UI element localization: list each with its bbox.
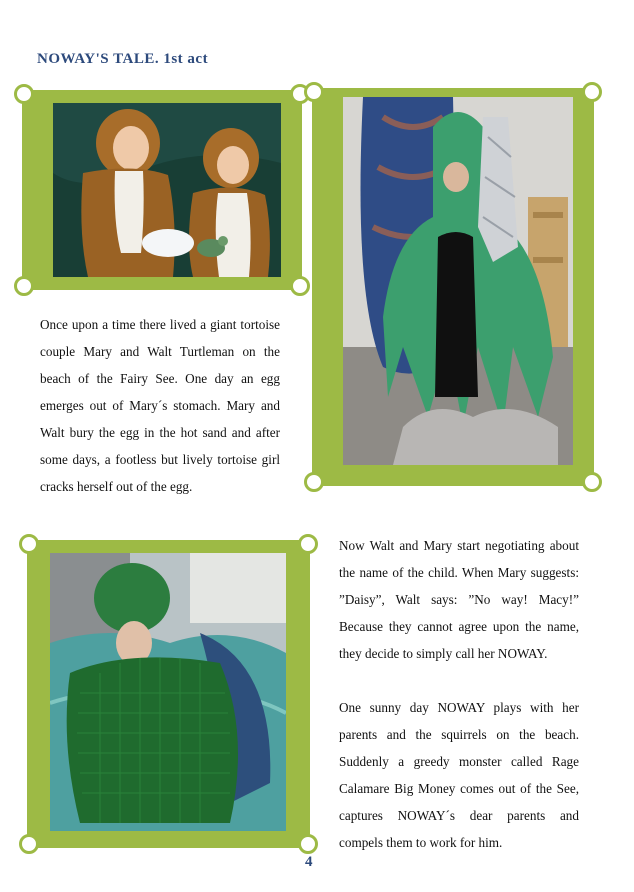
frame-curl-decoration bbox=[290, 276, 310, 296]
paragraph-intro: Once upon a time there lived a giant tortoise couple Mary and Walt Turtleman on the beach of the Fairy See. One day an egg emerges out of Mary´s stomach. Mary and Walt bury the egg in the hot sand and after some days, a footless but lively tortoise girl cracks herself out of the egg. bbox=[40, 317, 280, 494]
page-number: 4 bbox=[305, 854, 313, 870]
frame-curl-decoration bbox=[298, 534, 318, 554]
frame-curl-decoration bbox=[14, 276, 34, 296]
photo-octopus-costume bbox=[343, 97, 573, 465]
paragraph-monster: One sunny day NOWAY plays with her parents and the squirrels on the beach. Suddenly a greedy monster called Rage Calamare Big Money comes out of the See, captures NOWAY´s dear parents and compels them to work for him. bbox=[339, 700, 579, 850]
frame-curl-decoration bbox=[14, 84, 34, 104]
photo-children-costumes bbox=[53, 103, 281, 277]
paragraph-naming: Now Walt and Mary start negotiating about the name of the child. When Mary suggests: ”Daisy”, Walt says: ”No way! Macy!” Because they cannot agree upon the name, they decide to simply call her NOWAY. bbox=[339, 538, 579, 661]
frame-curl-decoration bbox=[19, 534, 39, 554]
frame-curl-decoration bbox=[298, 834, 318, 854]
page-title: NOWAY'S TALE. 1st act bbox=[37, 51, 209, 67]
photo-turtle-costume bbox=[50, 553, 286, 831]
frame-curl-decoration bbox=[582, 472, 602, 492]
frame-curl-decoration bbox=[582, 82, 602, 102]
frame-curl-decoration bbox=[304, 82, 324, 102]
frame-curl-decoration bbox=[19, 834, 39, 854]
frame-curl-decoration bbox=[304, 472, 324, 492]
